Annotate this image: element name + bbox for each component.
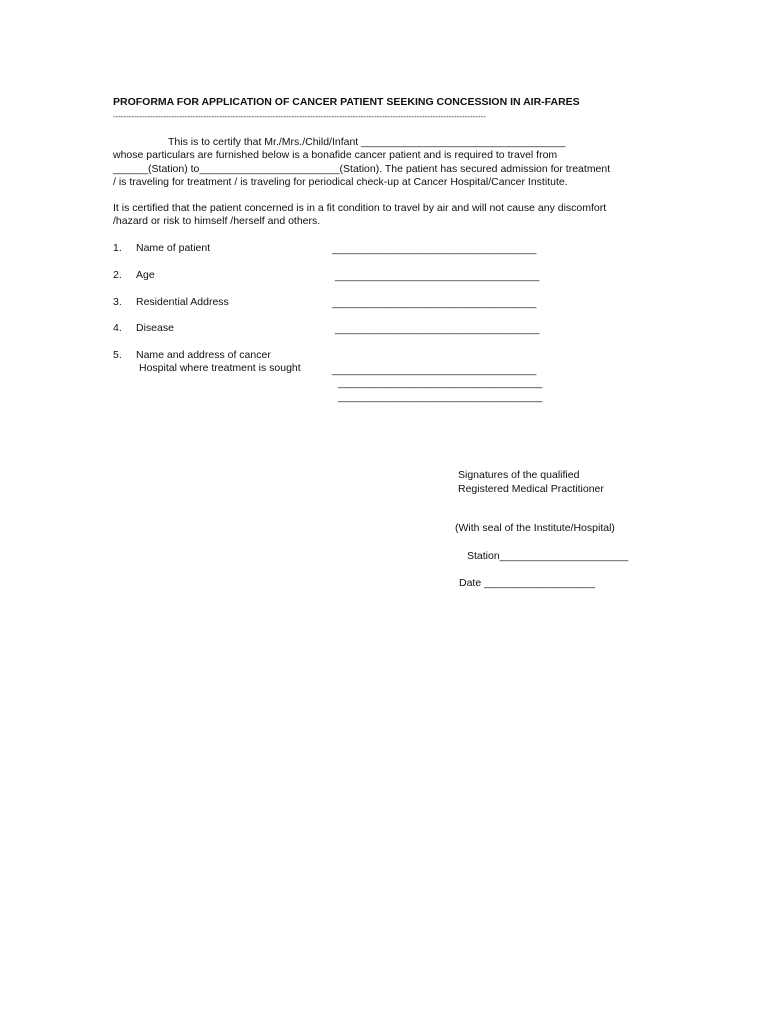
certify-line-2: whose particulars are furnished below is a bonafide cancer patient and is required to travel from <box>113 149 558 161</box>
item-number: 2. <box>113 269 122 281</box>
certify-line-1: This is to certify that Mr./Mrs./Child/Infant ___________________________________ <box>168 136 566 148</box>
hospital-field-line-3[interactable]: ___________________________________ <box>338 391 543 403</box>
item-number: 5. <box>113 349 122 361</box>
item-label-hospital-address: Hospital where treatment is sought <box>139 362 301 374</box>
title-divider: -------------------------------------------------------------------------------------------------------------------------------------------- <box>113 112 486 121</box>
item-label-disease: Disease <box>136 322 174 334</box>
residential-address-field[interactable]: ___________________________________ <box>332 297 537 309</box>
date-field[interactable]: Date ___________________ <box>459 577 596 589</box>
item-label-residential-address: Residential Address <box>136 296 229 308</box>
item-number: 3. <box>113 296 122 308</box>
station-field[interactable]: Station______________________ <box>467 550 629 562</box>
name-of-patient-field[interactable]: ___________________________________ <box>332 243 537 255</box>
fitness-line-1: It is certified that the patient concerned is in a fit condition to travel by air and will not cause any discomfort <box>113 202 607 214</box>
item-number: 1. <box>113 242 122 254</box>
disease-field[interactable]: ___________________________________ <box>335 323 540 335</box>
item-label-hospital-name: Name and address of cancer <box>136 349 271 361</box>
item-label-name-of-patient: Name of patient <box>136 242 211 254</box>
fitness-line-2: /hazard or risk to himself /herself and others. <box>113 215 321 227</box>
hospital-field-line-1[interactable]: ___________________________________ <box>332 364 537 376</box>
form-title: PROFORMA FOR APPLICATION OF CANCER PATIENT SEEKING CONCESSION IN AIR-FARES <box>113 96 580 108</box>
item-number: 4. <box>113 322 122 334</box>
certify-line-4: / is traveling for treatment / is traveling for periodical check-up at Cancer Hospital/Cancer Institute. <box>113 176 568 188</box>
hospital-field-line-2[interactable]: ___________________________________ <box>338 377 543 389</box>
age-field[interactable]: ___________________________________ <box>335 270 540 282</box>
item-label-age: Age <box>136 269 155 281</box>
signature-line-2: Registered Medical Practitioner <box>458 483 604 495</box>
certify-line-3: ______(Station) to________________________(Station). The patient has secured admission for treatment <box>113 163 611 175</box>
signature-line-1: Signatures of the qualified <box>458 469 580 481</box>
seal-note: (With seal of the Institute/Hospital) <box>455 522 615 534</box>
